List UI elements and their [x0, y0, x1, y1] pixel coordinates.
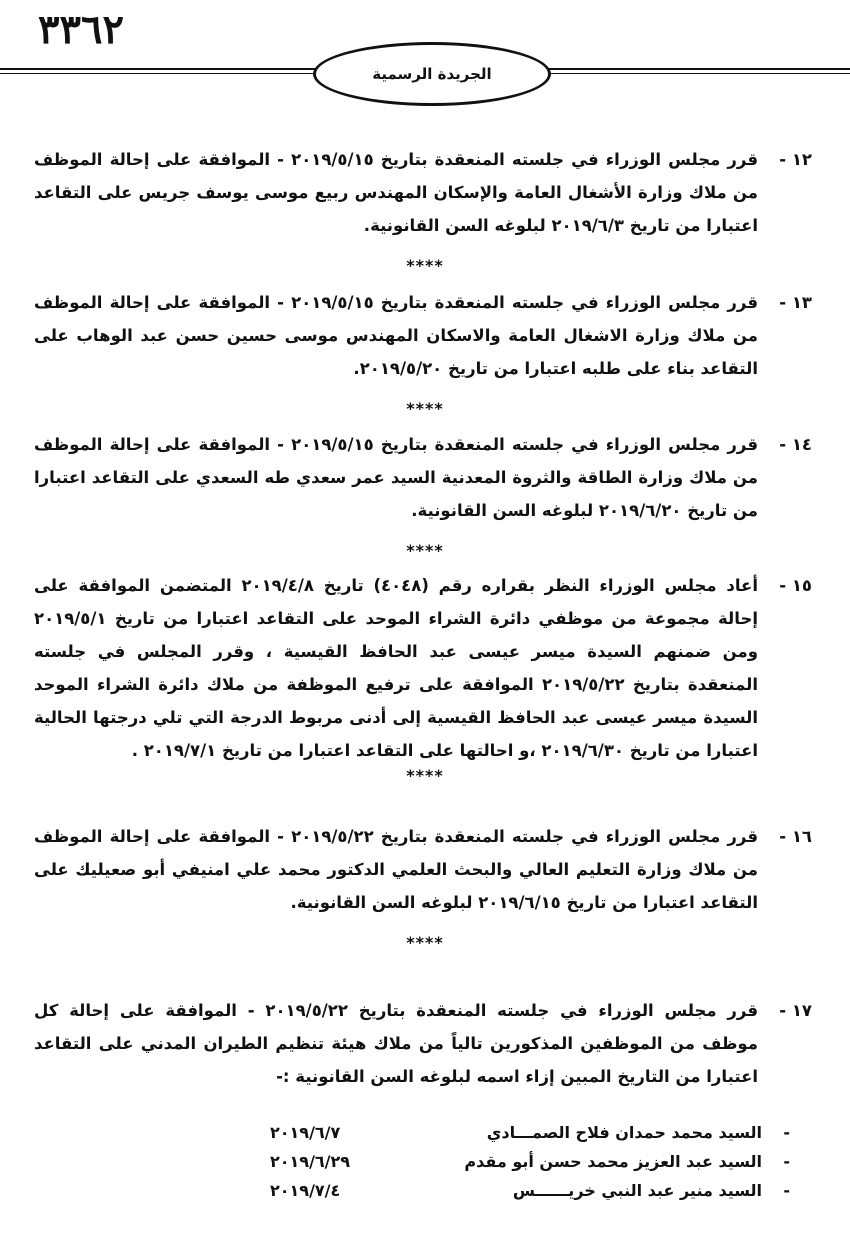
- item-number: ١٢ -: [779, 150, 812, 169]
- retirees-list: [270, 1118, 790, 1205]
- list-item: [270, 1176, 790, 1205]
- retirement-date: ٢٠١٩/٧/٤: [270, 1181, 341, 1200]
- list-dash: -: [783, 1181, 790, 1200]
- gazette-title: الجريدة الرسمية: [372, 65, 492, 83]
- decision-item: [34, 569, 812, 767]
- item-text: قرر مجلس الوزراء في جلسته المنعقدة بتاريخ ٢٠١٩/٥/٢٢ - الموافقة على إحالة كل موظف من الموظفين المذكورين تالياً من ملاك هيئة تنظيم الطيران المدني على التقاعد اعتبارا من التاريخ المبين إزاء اسمه لبلوغه السن القانونية :-: [34, 1001, 758, 1086]
- item-number: ١٤ -: [779, 435, 812, 454]
- separator: ****: [406, 541, 444, 560]
- separator: ****: [406, 933, 444, 952]
- decision-item: [34, 286, 812, 385]
- list-item: [270, 1118, 790, 1147]
- decision-item: [34, 428, 812, 527]
- decision-item: [34, 820, 812, 919]
- item-text: أعاد مجلس الوزراء النظر بقراره رقم (٤٠٤٨) تاريخ ٢٠١٩/٤/٨ المتضمن الموافقة على إحالة مجموعة من موظفي دائرة الشراء الموحد على التقاعد اعتبارا من تاريخ ٢٠١٩/٥/١ ومن ضمنهم السيدة ميسر عيسى عبد الحافظ القيسية ، وقرر المجلس في جلسته المنعقدة بتاريخ ٢٠١٩/٥/٢٢ الموافقة على ترفيع الموظفة من ملاك دائرة الشراء الموحد السيدة ميسر عيسى عبد الحافظ القيسية إلى أدنى مربوط الدرجة التي تلي درجتها الحالية اعتبارا من تاريخ ٢٠١٩/٦/٣٠ ،و احالتها على التقاعد اعتبارا من تاريخ ٢٠١٩/٧/١ .: [34, 576, 758, 760]
- page-number: ٣٣٦٢: [38, 6, 124, 53]
- item-number: ١٣ -: [779, 293, 812, 312]
- list-dash: -: [783, 1152, 790, 1171]
- item-number: ١٧ -: [779, 1001, 812, 1020]
- separator: ****: [406, 766, 444, 785]
- retirement-date: ٢٠١٩/٦/٧: [270, 1123, 341, 1142]
- item-text: قرر مجلس الوزراء في جلسته المنعقدة بتاريخ ٢٠١٩/٥/٢٢ - الموافقة على إحالة الموظف من ملاك وزارة التعليم العالي والبحث العلمي الدكتور محمد علي امنيفي أبو صعيليك على التقاعد اعتبارا من تاريخ ٢٠١٩/٦/١٥ لبلوغه السن القانونية.: [34, 827, 758, 912]
- decision-item: [34, 143, 812, 242]
- item-number: ١٥ -: [779, 576, 812, 595]
- gazette-title-badge: [313, 42, 551, 106]
- decision-item: [34, 994, 812, 1093]
- item-text: قرر مجلس الوزراء في جلسته المنعقدة بتاريخ ٢٠١٩/٥/١٥ - الموافقة على إحالة الموظف من ملاك وزارة الطاقة والثروة المعدنية السيد عمر سعدي طه السعدي على التقاعد اعتبارا من تاريخ ٢٠١٩/٦/٢٠ لبلوغه السن القانونية.: [34, 435, 758, 520]
- item-number: ١٦ -: [779, 827, 812, 846]
- separator: ****: [406, 256, 444, 275]
- retiree-name: السيد منير عبد النبي خريــــــس: [512, 1181, 762, 1200]
- item-text: قرر مجلس الوزراء في جلسته المنعقدة بتاريخ ٢٠١٩/٥/١٥ - الموافقة على إحالة الموظف من ملاك وزارة الأشغال العامة والإسكان المهندس ربيع موسى يوسف جريس على التقاعد اعتبارا من تاريخ ٢٠١٩/٦/٣ لبلوغه السن القانونية.: [34, 150, 758, 235]
- separator: ****: [406, 399, 444, 418]
- list-dash: -: [783, 1123, 790, 1142]
- retiree-name: السيد عبد العزيز محمد حسن أبو مقدم: [464, 1152, 762, 1171]
- retiree-name: السيد محمد حمدان فلاح الصمـــادي: [486, 1123, 762, 1142]
- list-item: [270, 1147, 790, 1176]
- retirement-date: ٢٠١٩/٦/٢٩: [270, 1152, 351, 1171]
- item-text: قرر مجلس الوزراء في جلسته المنعقدة بتاريخ ٢٠١٩/٥/١٥ - الموافقة على إحالة الموظف من ملاك وزارة الاشغال العامة والاسكان المهندس موسى حسين حسن عبد الوهاب على التقاعد بناء على طلبه اعتبارا من تاريخ ٢٠١٩/٥/٢٠.: [34, 293, 758, 378]
